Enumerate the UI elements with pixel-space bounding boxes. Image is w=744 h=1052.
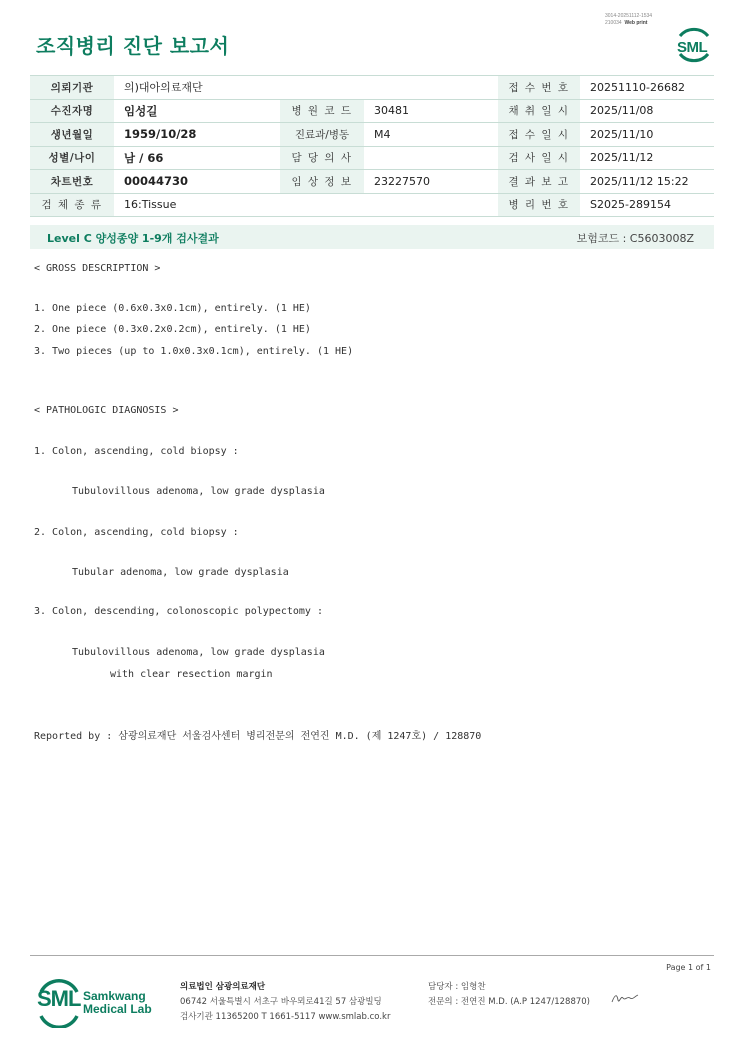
specimen-value: 16:Tissue xyxy=(114,193,498,217)
collect-date-label: 채 취 일 시 xyxy=(498,99,580,123)
footer-divider xyxy=(30,955,714,956)
hospital-code-label: 병 원 코 드 xyxy=(280,99,364,123)
section-title: Level C 양성종양 1-9개 검사결과 xyxy=(47,232,219,245)
sex-age-label: 성별/나이 xyxy=(30,146,114,170)
signature-icon xyxy=(610,990,640,1006)
path-no-value: S2025-289154 xyxy=(580,193,714,217)
chart-label: 차트번호 xyxy=(30,170,114,194)
birth-value: 1959/10/28 xyxy=(114,123,280,147)
test-date-label: 검 사 일 시 xyxy=(498,146,580,170)
diagnosis-site: 3. Colon, descending, colonoscopic polypectomy : xyxy=(34,606,323,617)
receipt-date-value: 2025/11/10 xyxy=(580,123,714,147)
hospital-code-value: 30481 xyxy=(364,99,498,123)
page-title: 조직병리 진단 보고서 xyxy=(36,34,230,58)
sml-logo xyxy=(674,24,714,64)
logo-sml-text: SML xyxy=(37,986,81,1011)
diagnosis-header: < PATHOLOGIC DIAGNOSIS > xyxy=(34,405,179,416)
specimen-label: 검 체 종 류 xyxy=(30,193,114,217)
clinical-label: 임 상 정 보 xyxy=(280,170,364,194)
dept-label: 진료과/병동 xyxy=(280,123,364,147)
footer-contacts: 담당자 : 임형찬 전문의 : 전연진 M.D. (A.P 1247/128870) xyxy=(428,982,590,1007)
diagnosis-result: Tubulovillous adenoma, low grade dysplasia xyxy=(72,486,325,497)
gross-header: < GROSS DESCRIPTION > xyxy=(34,263,161,274)
collect-date-value: 2025/11/08 xyxy=(580,99,714,123)
client-label: 의뢰기관 xyxy=(30,76,114,100)
diagnosis-result: Tubular adenoma, low grade dysplasia xyxy=(72,567,289,578)
gross-item: 1. One piece (0.6x0.3x0.1cm), entirely. (1 HE) xyxy=(34,303,311,314)
receipt-no-label: 접 수 번 호 xyxy=(498,76,580,100)
info-row xyxy=(30,123,714,147)
info-row xyxy=(30,170,714,194)
gross-item: 2. One piece (0.3x0.2x0.2cm), entirely. (1 HE) xyxy=(34,324,311,335)
diagnosis-site: 1. Colon, ascending, cold biopsy : xyxy=(34,446,239,457)
footer-organization: 의료법인 삼광의료재단 06742 서울특별시 서초구 바우뫼로41길 57 삼광빌딩 검사기관 11365200 T 1661-5117 www.smlab.co.kr xyxy=(180,982,391,1022)
sex-age-value: 남 / 66 xyxy=(114,146,280,170)
client-value: 의)대아의료재단 xyxy=(114,76,498,100)
path-no-label: 병 리 번 호 xyxy=(498,193,580,217)
logo-name: Samkwang Medical Lab xyxy=(83,989,152,1016)
report-date-value: 2025/11/12 15:22 xyxy=(580,170,714,194)
logo-text: SML xyxy=(677,39,708,56)
gross-item: 3. Two pieces (up to 1.0x0.3x0.1cm), entirely. (1 HE) xyxy=(34,346,354,357)
patient-label: 수진자명 xyxy=(30,99,114,123)
doctor-value xyxy=(364,146,498,170)
receipt-no-value: 20251110-26682 xyxy=(580,76,714,100)
print-id: 3014-20251112-1534 210034 Web print xyxy=(605,13,653,26)
result-section-bar xyxy=(30,225,714,249)
samkwang-logo xyxy=(37,978,157,1028)
reported-by: Reported by : 삼광의료재단 서울검사센터 병리전문의 전연진 M.D. (제 1247호) / 128870 xyxy=(34,731,482,742)
doctor-label: 담 당 의 사 xyxy=(280,146,364,170)
report-date-label: 결 과 보 고 xyxy=(498,170,580,194)
patient-value: 임성길 xyxy=(114,99,280,123)
test-date-value: 2025/11/12 xyxy=(580,146,714,170)
diagnosis-site: 2. Colon, ascending, cold biopsy : xyxy=(34,527,239,538)
info-row xyxy=(30,76,714,100)
page-number: Page 1 of 1 xyxy=(666,963,711,972)
birth-label: 생년월일 xyxy=(30,123,114,147)
insurance-code: 보험코드 : C5603008Z xyxy=(576,232,694,245)
patient-info-table xyxy=(30,75,714,217)
receipt-date-label: 접 수 일 시 xyxy=(498,123,580,147)
info-row xyxy=(30,193,714,217)
chart-value: 00044730 xyxy=(114,170,280,194)
info-row xyxy=(30,146,714,170)
clinical-value: 23227570 xyxy=(364,170,498,194)
info-row xyxy=(30,99,714,123)
dept-value: M4 xyxy=(364,123,498,147)
diagnosis-result: Tubulovillous adenoma, low grade dysplasia xyxy=(72,647,325,658)
diagnosis-note: with clear resection margin xyxy=(110,669,273,680)
